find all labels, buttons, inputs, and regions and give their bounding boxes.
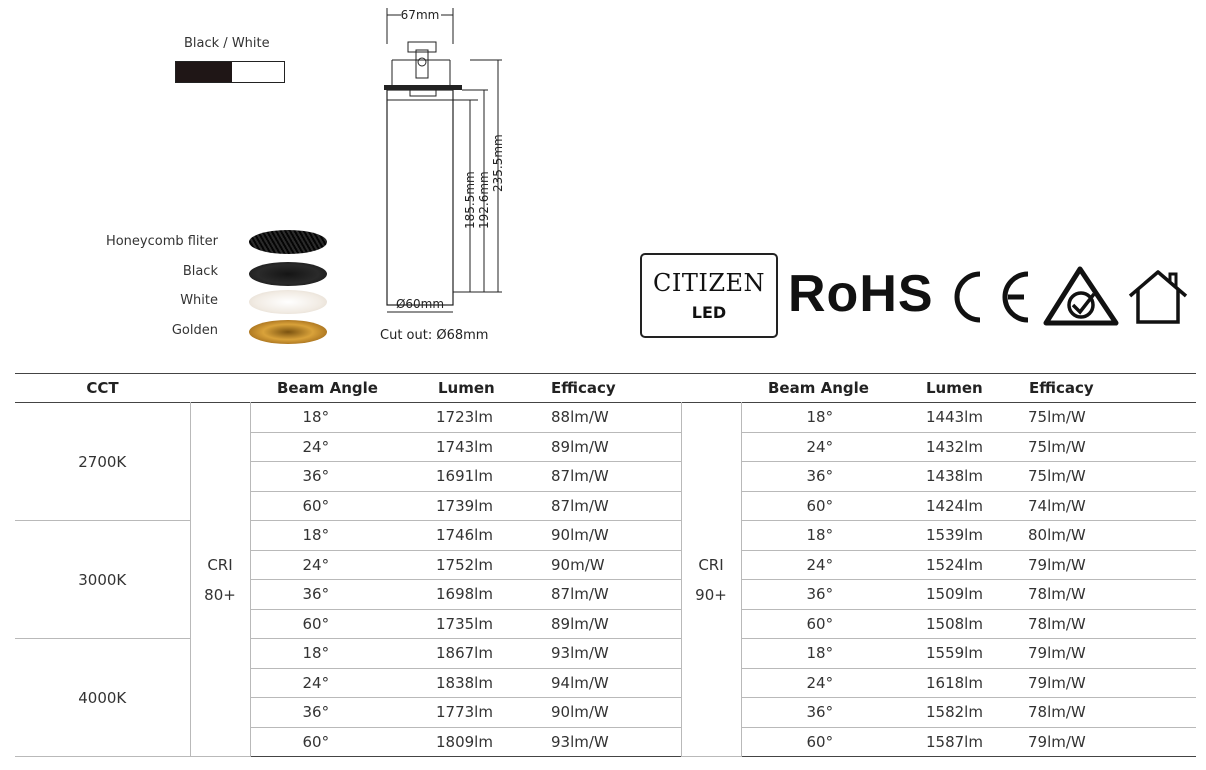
lumen-cell: 1587lm <box>896 727 1006 757</box>
rohs-logo: RoHS <box>788 265 934 323</box>
efficacy-cell: 75lm/W <box>1006 462 1196 492</box>
efficacy-cell: 94lm/W <box>521 668 681 698</box>
cct-cell: 3000K <box>15 521 190 639</box>
beam-angle-cell: 36° <box>250 462 408 492</box>
lumen-cell: 1739lm <box>408 491 521 521</box>
reflector-label-golden: Golden <box>171 323 218 338</box>
cri-left-label: CRI <box>207 555 233 574</box>
ce-mark-icon <box>950 268 1035 326</box>
cri-right-label: CRI <box>698 555 724 574</box>
honeycomb-reflector-swatch <box>249 230 327 254</box>
efficacy-cell: 89lm/W <box>521 432 681 462</box>
beam-angle-cell: 60° <box>250 609 408 639</box>
white-reflector-swatch <box>249 290 327 314</box>
cutout-dimension: Cut out: Ø68mm <box>380 328 489 343</box>
citizen-text: CITIZEN <box>652 269 766 297</box>
efficacy-cell: 90lm/W <box>521 698 681 728</box>
beam-angle-cell: 24° <box>250 550 408 580</box>
spec-table <box>15 373 1196 757</box>
efficacy-cell: 79lm/W <box>1006 550 1196 580</box>
dimension-drawing <box>370 4 520 349</box>
beam-angle-cell: 60° <box>250 727 408 757</box>
header-cct: CCT <box>86 379 119 397</box>
lumen-cell: 1582lm <box>896 698 1006 728</box>
cct-cell: 2700K <box>15 403 190 521</box>
table-header-row <box>15 374 1196 403</box>
efficacy-cell: 74lm/W <box>1006 491 1196 521</box>
table-row <box>15 403 1196 433</box>
beam-angle-cell: 60° <box>250 491 408 521</box>
efficacy-cell: 87lm/W <box>521 462 681 492</box>
beam-angle-cell: 60° <box>741 491 896 521</box>
diameter-dimension: Ø60mm <box>395 297 445 311</box>
golden-reflector-swatch <box>249 320 327 344</box>
lumen-cell: 1443lm <box>896 403 1006 433</box>
header-beam-angle-left: Beam Angle <box>277 379 378 397</box>
efficacy-cell: 75lm/W <box>1006 432 1196 462</box>
header-cri-right <box>681 374 741 403</box>
beam-angle-cell: 18° <box>250 639 408 669</box>
beam-angle-cell: 18° <box>250 403 408 433</box>
header-lumen-left: Lumen <box>438 379 495 397</box>
cct-cell: 4000K <box>15 639 190 757</box>
lumen-cell: 1509lm <box>896 580 1006 610</box>
lumen-cell: 1691lm <box>408 462 521 492</box>
lumen-cell: 1743lm <box>408 432 521 462</box>
header-beam-angle-right: Beam Angle <box>768 379 869 397</box>
efficacy-cell: 78lm/W <box>1006 609 1196 639</box>
reflector-label-honeycomb: Honeycomb fliter <box>105 234 218 249</box>
beam-angle-cell: 36° <box>741 462 896 492</box>
finish-label: Black / White <box>184 36 270 51</box>
beam-angle-cell: 24° <box>250 668 408 698</box>
header-lumen-right: Lumen <box>926 379 983 397</box>
width-dimension: 67mm <box>400 8 440 22</box>
lumen-cell: 1735lm <box>408 609 521 639</box>
height-235-dimension: 235.5mm <box>491 134 505 192</box>
beam-angle-cell: 24° <box>741 550 896 580</box>
lumen-cell: 1838lm <box>408 668 521 698</box>
lumen-cell: 1867lm <box>408 639 521 669</box>
white-swatch <box>232 62 284 82</box>
height-192-dimension: 192.6mm <box>477 171 491 229</box>
cri-right-value: 90+ <box>695 585 727 604</box>
lumen-cell: 1524lm <box>896 550 1006 580</box>
citizen-led-logo <box>640 253 778 338</box>
black-reflector-swatch <box>249 262 327 286</box>
efficacy-cell: 78lm/W <box>1006 698 1196 728</box>
efficacy-cell: 93lm/W <box>521 639 681 669</box>
lumen-cell: 1773lm <box>408 698 521 728</box>
beam-angle-cell: 60° <box>741 609 896 639</box>
lumen-cell: 1424lm <box>896 491 1006 521</box>
black-swatch <box>176 62 232 82</box>
efficacy-cell: 88lm/W <box>521 403 681 433</box>
height-185-dimension: 185.5mm <box>463 171 477 229</box>
beam-angle-cell: 36° <box>741 698 896 728</box>
beam-angle-cell: 24° <box>741 668 896 698</box>
reflector-label-white: White <box>180 293 218 308</box>
beam-angle-cell: 18° <box>741 521 896 551</box>
citizen-led-text: LED <box>691 303 727 322</box>
cri-left-cell <box>190 403 250 757</box>
efficacy-cell: 87lm/W <box>521 580 681 610</box>
lumen-cell: 1698lm <box>408 580 521 610</box>
finish-swatch <box>175 61 285 83</box>
cri-left-value: 80+ <box>204 585 236 604</box>
header-efficacy-left: Efficacy <box>551 379 616 397</box>
beam-angle-cell: 60° <box>741 727 896 757</box>
lumen-cell: 1746lm <box>408 521 521 551</box>
lumen-cell: 1438lm <box>896 462 1006 492</box>
rcm-mark-icon <box>1042 265 1122 327</box>
lumen-cell: 1752lm <box>408 550 521 580</box>
efficacy-cell: 80lm/W <box>1006 521 1196 551</box>
efficacy-cell: 75lm/W <box>1006 403 1196 433</box>
lumen-cell: 1432lm <box>896 432 1006 462</box>
reflector-label-black: Black <box>182 264 218 279</box>
beam-angle-cell: 18° <box>741 639 896 669</box>
cri-right-cell <box>681 403 741 757</box>
efficacy-cell: 90m/W <box>521 550 681 580</box>
beam-angle-cell: 36° <box>741 580 896 610</box>
efficacy-cell: 79lm/W <box>1006 639 1196 669</box>
lumen-cell: 1723lm <box>408 403 521 433</box>
beam-angle-cell: 18° <box>250 521 408 551</box>
lumen-cell: 1809lm <box>408 727 521 757</box>
efficacy-cell: 78lm/W <box>1006 580 1196 610</box>
indoor-use-house-icon <box>1124 268 1192 326</box>
beam-angle-cell: 24° <box>741 432 896 462</box>
header-cri-left <box>190 374 250 403</box>
beam-angle-cell: 24° <box>250 432 408 462</box>
beam-angle-cell: 36° <box>250 698 408 728</box>
beam-angle-cell: 36° <box>250 580 408 610</box>
lumen-cell: 1618lm <box>896 668 1006 698</box>
lumen-cell: 1539lm <box>896 521 1006 551</box>
efficacy-cell: 93lm/W <box>521 727 681 757</box>
efficacy-cell: 79lm/W <box>1006 668 1196 698</box>
efficacy-cell: 79lm/W <box>1006 727 1196 757</box>
efficacy-cell: 87lm/W <box>521 491 681 521</box>
lumen-cell: 1508lm <box>896 609 1006 639</box>
efficacy-cell: 90lm/W <box>521 521 681 551</box>
efficacy-cell: 89lm/W <box>521 609 681 639</box>
lumen-cell: 1559lm <box>896 639 1006 669</box>
beam-angle-cell: 18° <box>741 403 896 433</box>
header-efficacy-right: Efficacy <box>1029 379 1094 397</box>
